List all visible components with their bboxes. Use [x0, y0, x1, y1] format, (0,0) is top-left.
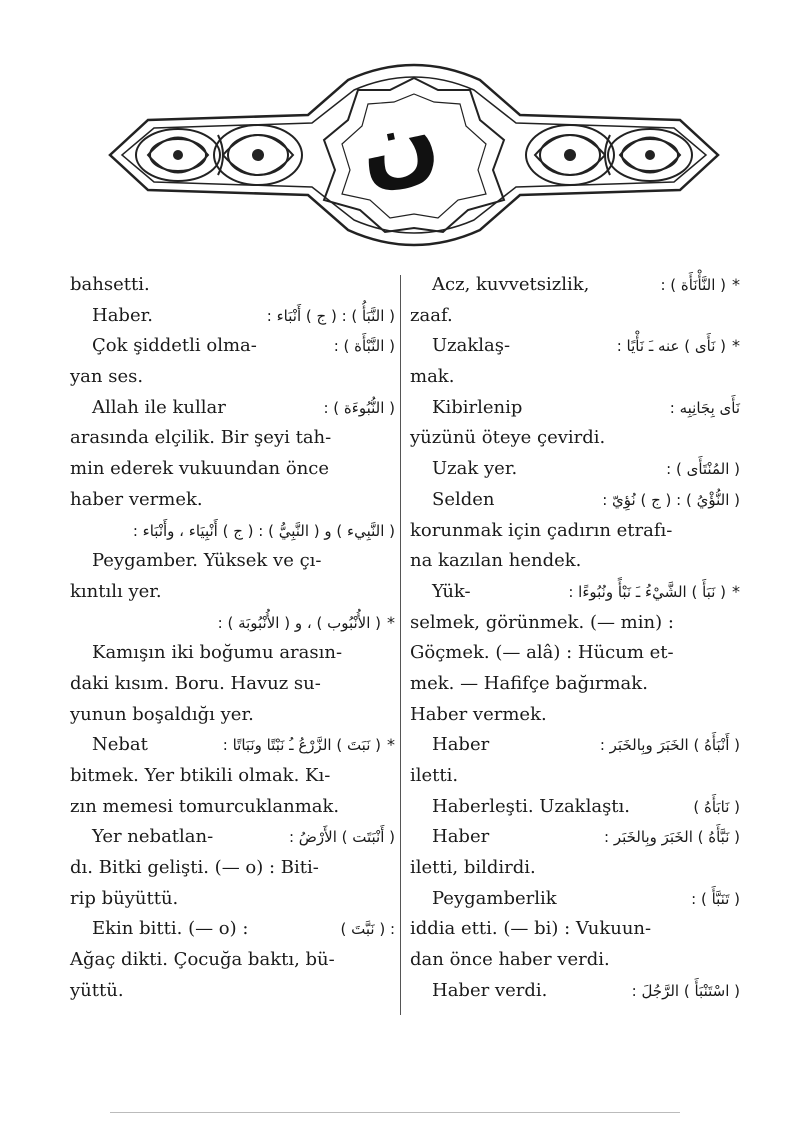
entry-star-mark: *: [732, 581, 740, 601]
line-text: zın memesi tomurcuklanmak.: [70, 795, 340, 817]
arabic-headword: ( اسْتَنْبَأَ ) الرَّجُلَ :: [631, 981, 740, 1000]
arabic-headword: ( نَبَتَ ) الزَّرْعُ ـُ نَبْتًا ونَبَاتًا :: [222, 736, 381, 755]
text-line: [410, 362, 740, 393]
text-line: [70, 853, 395, 884]
arabic-headword: نَأَى بِجَانِبِه :: [669, 398, 740, 417]
arabic-headword: ( النُّؤْيُ ) : ( ج ) نُؤِيّ :: [602, 490, 740, 509]
line-text: yan ses.: [70, 366, 144, 388]
arabic-headword: ( النَّأْنَأَة ) :: [660, 276, 726, 294]
line-text: mek. — Hafifçe bağırmak.: [410, 672, 648, 694]
text-line: [410, 884, 740, 915]
arabic-headword: ( تَنَبَّأَ ) :: [691, 889, 740, 908]
text-line: [410, 608, 740, 639]
line-text: Haber.: [92, 304, 153, 326]
line-text: dan önce haber verdi.: [410, 949, 610, 971]
line-text: Peygamberlik: [432, 887, 557, 909]
text-line: [410, 331, 740, 362]
line-text: Çok şiddetli olma-: [92, 335, 257, 357]
arabic-headword: ( المُنْتَأَى ) :: [666, 460, 740, 479]
text-line: [410, 822, 740, 853]
text-line: [70, 454, 395, 485]
line-text: min ederek vukuundan önce: [70, 458, 330, 480]
line-text: iletti.: [410, 765, 459, 786]
line-text: Peygamber. Yüksek ve çı-: [92, 550, 322, 572]
text-line: [70, 945, 395, 976]
line-text: iddia etti. (— bi) : Vukuun-: [410, 918, 652, 940]
line-text: haber vermek.: [70, 488, 203, 510]
text-line: [410, 454, 740, 485]
text-line: [70, 608, 395, 639]
text-line: [410, 976, 740, 1007]
text-line: [70, 301, 395, 332]
line-text: yüttü.: [70, 979, 124, 1001]
line-text: Yük-: [432, 580, 471, 602]
text-line: [70, 669, 395, 700]
text-line: [70, 516, 395, 547]
line-text: Yer nebatlan-: [92, 826, 214, 848]
line-text: Haberleşti. Uzaklaştı.: [432, 795, 631, 817]
text-line: [410, 945, 740, 976]
text-line: [70, 270, 395, 301]
text-line: [410, 853, 740, 884]
left-column: [70, 270, 395, 1007]
line-text: Haber: [432, 734, 490, 756]
line-text: Acz, kuvvetsizlik,: [432, 274, 590, 295]
text-line: [70, 761, 395, 792]
text-line: [410, 301, 740, 332]
line-text: zaaf.: [410, 304, 453, 326]
text-line: [410, 577, 740, 608]
arabic-headword: ( النَّبْأَة ) :: [333, 337, 395, 356]
line-text: Uzak yer.: [432, 458, 518, 480]
line-text: Allah ile kullar: [92, 396, 226, 418]
line-text: arasında elçilik. Bir şeyi tah-: [70, 427, 332, 449]
text-line: [70, 792, 395, 823]
text-line: [70, 546, 395, 577]
arabic-headword: ( الأُنْبُوب ) ، و ( الأُنْبُوبَة ) :: [217, 613, 381, 632]
line-text: yüzünü öteye çevirdi.: [410, 427, 606, 449]
line-text: Uzaklaş-: [432, 335, 511, 357]
line-text: rip büyüttü.: [70, 887, 179, 909]
entry-star-mark: *: [732, 336, 740, 356]
header-letter: ن: [348, 82, 448, 204]
bottom-rule: [110, 1112, 680, 1113]
line-text: na kazılan hendek.: [410, 550, 582, 572]
line-text: Haber vermek.: [410, 703, 547, 725]
line-text: Göçmek. (— alâ) : Hücum et-: [410, 642, 674, 664]
arabic-headword: ( النُّبُوءَة ) :: [323, 398, 395, 417]
arabic-headword: ( أَنْبَتَت ) الأَرْضُ :: [288, 828, 395, 847]
line-text: selmek, görünmek. (— min) :: [410, 611, 674, 633]
line-text: iletti, bildirdi.: [410, 857, 536, 879]
line-text: Ekin bitti. (— o) :: [92, 918, 249, 940]
text-line: [70, 884, 395, 915]
text-line: [410, 761, 740, 792]
arabic-headword: ( نَبَأَ ) الشَّيْءُ ـَ نَبْأً ونُبُوءًا :: [568, 582, 726, 601]
line-text: bitmek. Yer btikili olmak. Kı-: [70, 765, 331, 786]
text-line: [410, 669, 740, 700]
line-text: kıntılı yer.: [70, 580, 162, 602]
text-line: [410, 423, 740, 454]
right-column: [410, 270, 740, 1007]
entry-star-mark: *: [387, 612, 395, 632]
line-text: Ağaç dikti. Çocuğa baktı, bü-: [70, 949, 335, 971]
line-text: dı. Bitki gelişti. (— o) : Biti-: [70, 857, 319, 879]
text-line: [70, 976, 395, 1007]
line-text: Kibirlenip: [432, 396, 523, 418]
text-line: [410, 546, 740, 577]
text-line: [410, 516, 740, 547]
text-line: [70, 362, 395, 393]
arabic-headword: ( نَأَى ) عنه ـَ نَأْيًا :: [616, 337, 726, 356]
line-text: Haber verdi.: [432, 979, 548, 1001]
text-line: [410, 792, 740, 823]
arabic-headword: ( النَّبَأُ ) : ( ج ) أَنْبَاء :: [266, 306, 395, 325]
line-text: Selden: [432, 488, 495, 510]
line-text: Nebat: [92, 734, 148, 756]
text-line: [410, 638, 740, 669]
line-text: korunmak için çadırın etrafı-: [410, 519, 673, 541]
text-line: [70, 914, 395, 945]
entry-star-mark: *: [387, 735, 395, 755]
text-line: [70, 730, 395, 761]
line-text: Kamışın iki boğumu arasın-: [92, 642, 343, 664]
line-text: mak.: [410, 366, 455, 388]
arabic-headword: : ( نَبَّتَ ): [340, 920, 395, 939]
arabic-headword: ( نَبَّأَهُ ) الخَبَرَ وبِالخَبَر :: [604, 828, 740, 847]
text-line: [70, 485, 395, 516]
text-line: [70, 822, 395, 853]
text-line: [410, 393, 740, 424]
arabic-headword: ( نَابَأَهُ ): [693, 797, 740, 816]
line-text: daki kısım. Boru. Havuz su-: [70, 672, 321, 694]
line-text: bahsetti.: [70, 274, 150, 295]
text-line: [70, 700, 395, 731]
entry-star-mark: *: [732, 275, 740, 294]
text-line: [410, 270, 740, 301]
text-line: [70, 577, 395, 608]
arabic-headword: ( أَنْبَأَهُ ) الخَبَرَ وبِالخَبَر :: [599, 736, 740, 755]
arabic-headword: ( النَّبِيء ) و ( النَّبِيُّ ) : ( ج ) أَنْبِيَاء ، وأَنْبَاء :: [132, 521, 395, 540]
column-divider: [400, 275, 401, 1015]
text-line: [410, 485, 740, 516]
text-line: [410, 914, 740, 945]
text-line: [70, 393, 395, 424]
text-line: [410, 700, 740, 731]
text-line: [70, 638, 395, 669]
text-line: [70, 331, 395, 362]
text-line: [410, 730, 740, 761]
line-text: yunun boşaldığı yer.: [70, 703, 254, 725]
line-text: Haber: [432, 826, 490, 848]
text-line: [70, 423, 395, 454]
